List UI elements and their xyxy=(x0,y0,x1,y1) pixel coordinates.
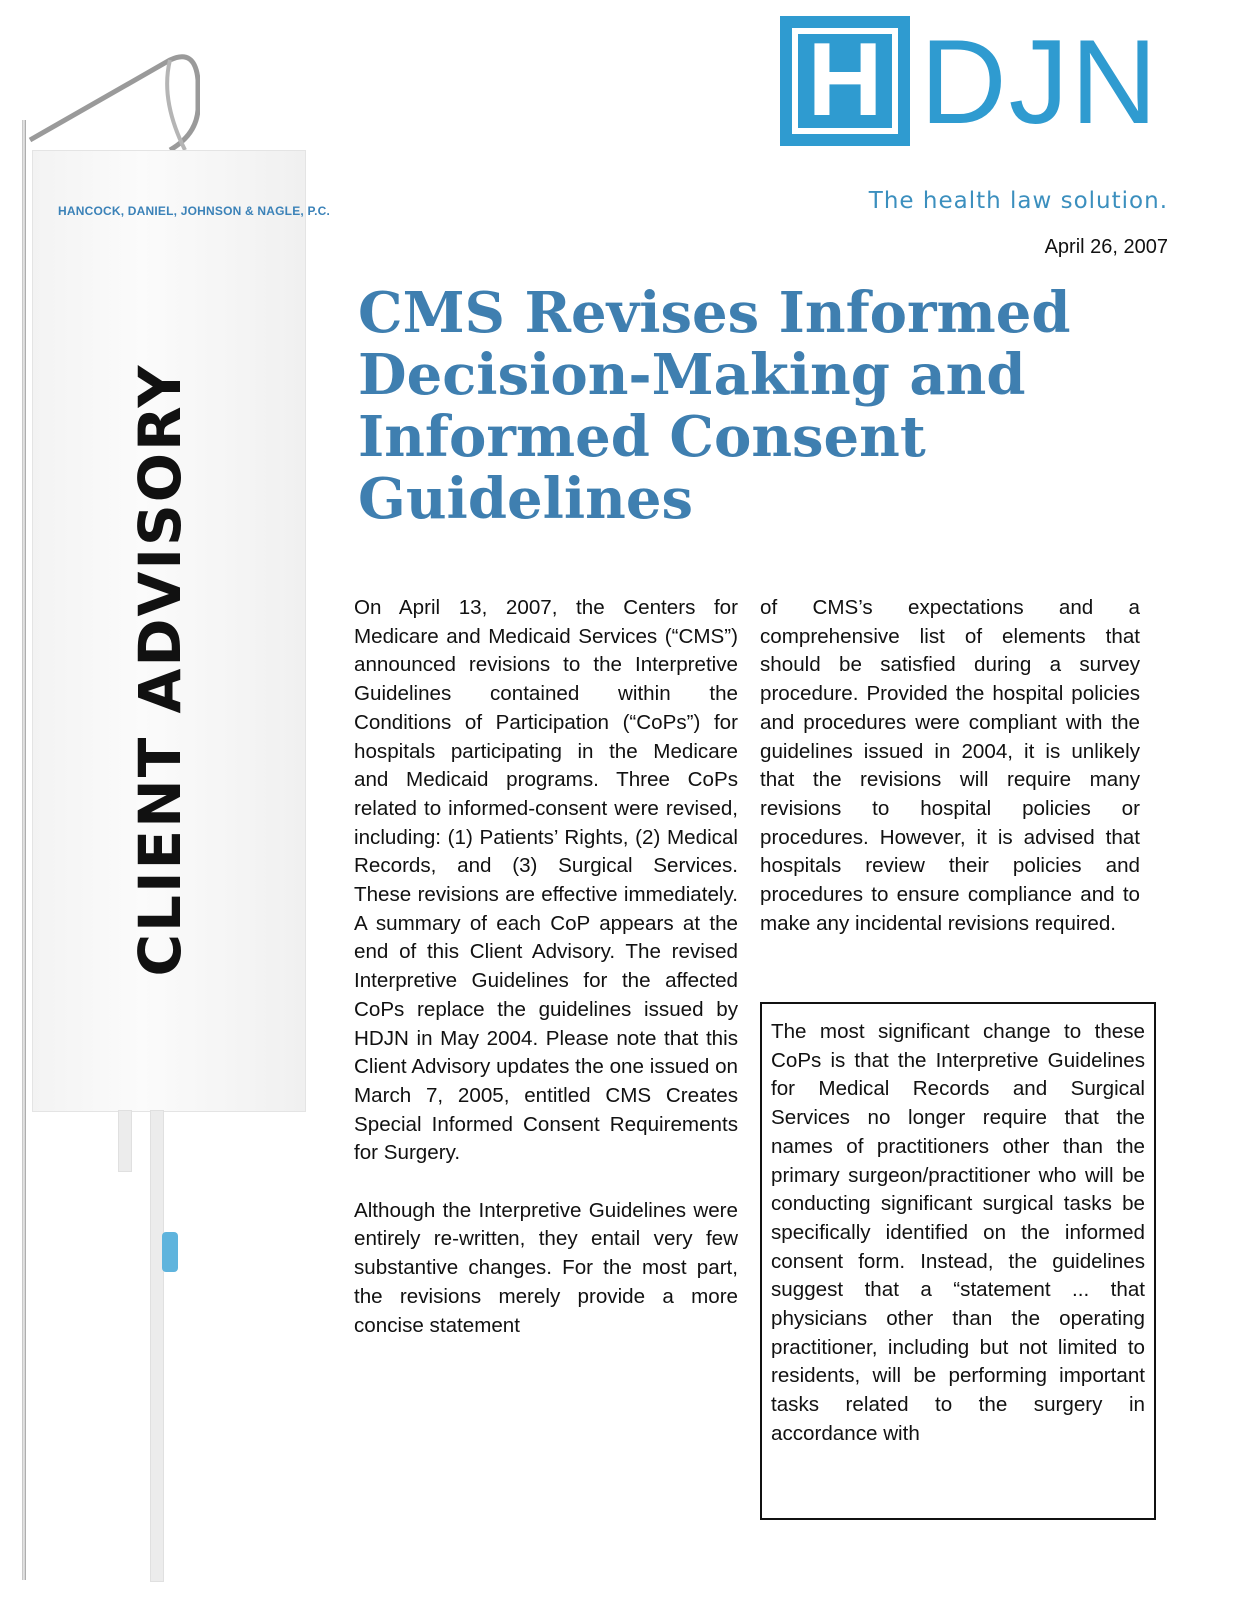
logo-letter: H xyxy=(792,28,898,134)
right-column xyxy=(760,594,1140,938)
highlight-paragraph: The most significant change to these CoPs is that the Interpretive Guidelines for Medical Records and Surgical Services no longer require that the names of practitioners other than the primary surgeon/practitioner who will be conducting significant surgical tasks be specifically identified on the informed consent form. Instead, the guidelines suggest that a “statement ... that physicians other than the operating practitioner, including but not limited to residents, will be performing important tasks related to the surgery in accordance with xyxy=(771,1020,1145,1445)
paragraph: On April 13, 2007, the Centers for Medicare and Medicaid Services (“CMS”) announced revisions to the Interpretive Guidelines contained within the Conditions of Participation (“CoPs”) for hospitals participating in the Medicare and Medicaid programs. Three CoPs related to informed-consent were revised, including: (1) Patients’ Rights, (2) Medical Records, and (3) Surgical Services. These revisions are effective immediately. A summary of each CoP appears at the end of this Client Advisory. The revised Interpretive Guidelines for the affected CoPs replace the guidelines issued by HDJN in May 2004. Please note that this Client Advisory updates the one issued on March 7, 2005, entitled CMS Creates Special Informed Consent Requirements for Surgery. xyxy=(354,596,738,1165)
logo-wordmark: DJN xyxy=(920,15,1160,149)
iv-tube xyxy=(150,1110,164,1582)
paragraph: of CMS’s expectations and a comprehensive list of elements that should be satisfied during a survey procedure. Provided the hospital policies and procedures were compliant with the guidelines issued in 2004, it is unlikely that the revisions will require many revisions to hospital policies or procedures. However, it is advised that hospitals review their policies and procedures to ensure compliance and to make any incidental revisions required. xyxy=(760,596,1140,935)
iv-clip xyxy=(162,1232,178,1272)
highlight-box xyxy=(760,1002,1156,1520)
logo-letter-box xyxy=(780,16,910,146)
article-title: CMS Revises Informed Decision-Making and Informed Consent Guidelines xyxy=(358,280,1071,532)
paragraph: Although the Interpretive Guidelines were entirely re-written, they entail very few substantive changes. For the most part, the revisions merely provide a more concise statement xyxy=(354,1198,738,1337)
publication-date: April 26, 2007 xyxy=(1044,236,1168,258)
iv-pole xyxy=(22,120,26,1580)
iv-hook-icon xyxy=(20,40,200,160)
client-advisory-label-wrap xyxy=(110,300,210,1040)
tagline: The health law solution. xyxy=(868,188,1168,214)
hdjn-logo xyxy=(780,15,1160,149)
iv-tube xyxy=(118,1110,132,1172)
left-column xyxy=(354,594,738,1340)
firm-name: HANCOCK, DANIEL, JOHNSON & NAGLE, P.C. xyxy=(58,204,331,218)
client-advisory-label: CLIENT ADVISORY xyxy=(126,363,194,977)
